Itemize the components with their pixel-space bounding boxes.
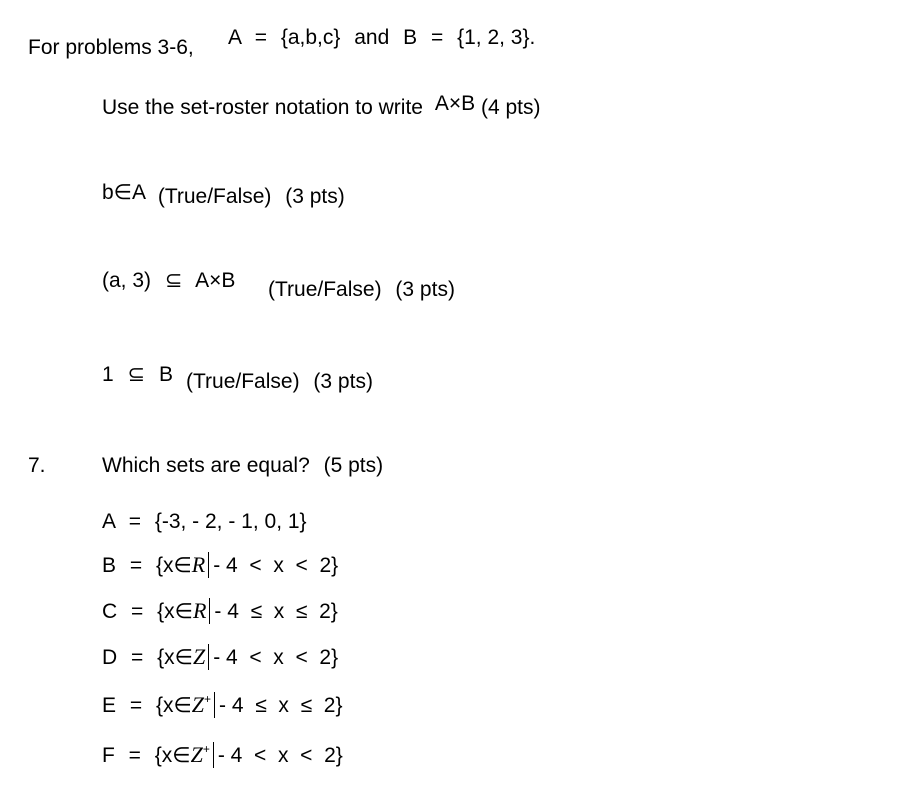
q6-pts: (3 pts): [313, 370, 373, 393]
q4-pts: (3 pts): [285, 185, 345, 208]
set-row-a: [102, 510, 307, 534]
q4-tf: (True/False): [157, 185, 272, 208]
set-open: {x∈: [155, 694, 192, 717]
set-row-f: [102, 742, 343, 768]
question-5-expr: [102, 268, 235, 293]
such-that-bar: [208, 552, 209, 578]
set-condition: - 4 ≤ x ≤ 2}: [214, 600, 338, 623]
set-row-c: [102, 598, 338, 624]
set-name: C: [102, 600, 118, 623]
question-5-tail: [268, 278, 455, 302]
set-name: D: [102, 646, 118, 669]
set-name: B: [102, 554, 117, 577]
such-that-bar: [214, 692, 215, 718]
set-eq: =: [128, 744, 141, 767]
set-b-def: {1, 2, 3}.: [457, 26, 536, 49]
set-condition: - 4 ≤ x ≤ 2}: [219, 694, 343, 717]
set-eq: =: [131, 646, 144, 669]
q3-expr: A×B: [434, 92, 476, 115]
set-condition: - 4 < x < 2}: [213, 554, 339, 577]
set-a-name: A: [228, 26, 241, 49]
q6-lhs: 1: [102, 363, 114, 386]
set-name: A: [102, 510, 115, 533]
set-domain-sup: +: [202, 742, 210, 756]
question-4: [102, 181, 345, 209]
set-condition: - 4 < x < 2}: [217, 744, 343, 767]
set-eq: =: [129, 554, 143, 577]
set-row-b: [102, 552, 338, 578]
set-domain: Z: [191, 692, 205, 717]
set-open: {x∈: [155, 554, 192, 577]
set-domain: R: [192, 598, 207, 623]
q5-op: ⊆: [164, 269, 183, 292]
set-name: F: [102, 744, 115, 767]
q5-rhs: A×B: [195, 269, 236, 292]
set-a-eq: =: [254, 26, 267, 49]
q6-op: ⊆: [127, 363, 146, 386]
set-body: {-3, - 2, - 1, 0, 1}: [154, 510, 307, 533]
q6-rhs: B: [158, 363, 173, 386]
q4-expr: b∈A: [102, 181, 146, 204]
such-that-bar: [208, 644, 209, 670]
question-3: [102, 92, 541, 120]
set-eq: =: [128, 510, 141, 533]
set-name: E: [102, 694, 117, 717]
q5-lhs: (a, 3): [102, 269, 152, 292]
q7-question: Which sets are equal?: [102, 454, 310, 477]
set-row-e: [102, 692, 342, 718]
set-eq: =: [129, 694, 143, 717]
such-that-bar: [213, 742, 214, 768]
intro-line: [28, 36, 194, 60]
intro-lead: For problems 3-6,: [28, 36, 194, 59]
intro-set-definitions: [228, 26, 535, 50]
set-domain: Z: [190, 742, 203, 767]
q7-pts: (5 pts): [323, 454, 384, 477]
q3-text: Use the set-roster notation to write: [102, 96, 423, 119]
question-6-tail: [186, 370, 373, 394]
q5-pts: (3 pts): [395, 278, 455, 301]
set-domain: R: [191, 552, 206, 577]
set-open: {x∈: [154, 744, 191, 767]
question-7: [102, 454, 383, 478]
set-a-def: {a,b,c}: [280, 26, 341, 49]
q5-tf: (True/False): [268, 278, 382, 301]
q6-tf: (True/False): [186, 370, 300, 393]
q7-number: 7.: [28, 454, 46, 477]
set-domain: Z: [192, 644, 206, 669]
set-open: {x∈: [157, 646, 193, 669]
q3-pts: (4 pts): [480, 96, 541, 119]
such-that-bar: [209, 598, 210, 624]
set-domain-sup: +: [204, 692, 212, 706]
question-6-expr: [102, 362, 173, 387]
set-b-eq: =: [430, 26, 444, 49]
set-eq: =: [131, 600, 144, 623]
set-open: {x∈: [157, 600, 193, 623]
set-row-d: [102, 644, 338, 670]
set-condition: - 4 < x < 2}: [213, 646, 339, 669]
set-b-name: B: [403, 26, 418, 49]
and-word: and: [354, 26, 390, 49]
